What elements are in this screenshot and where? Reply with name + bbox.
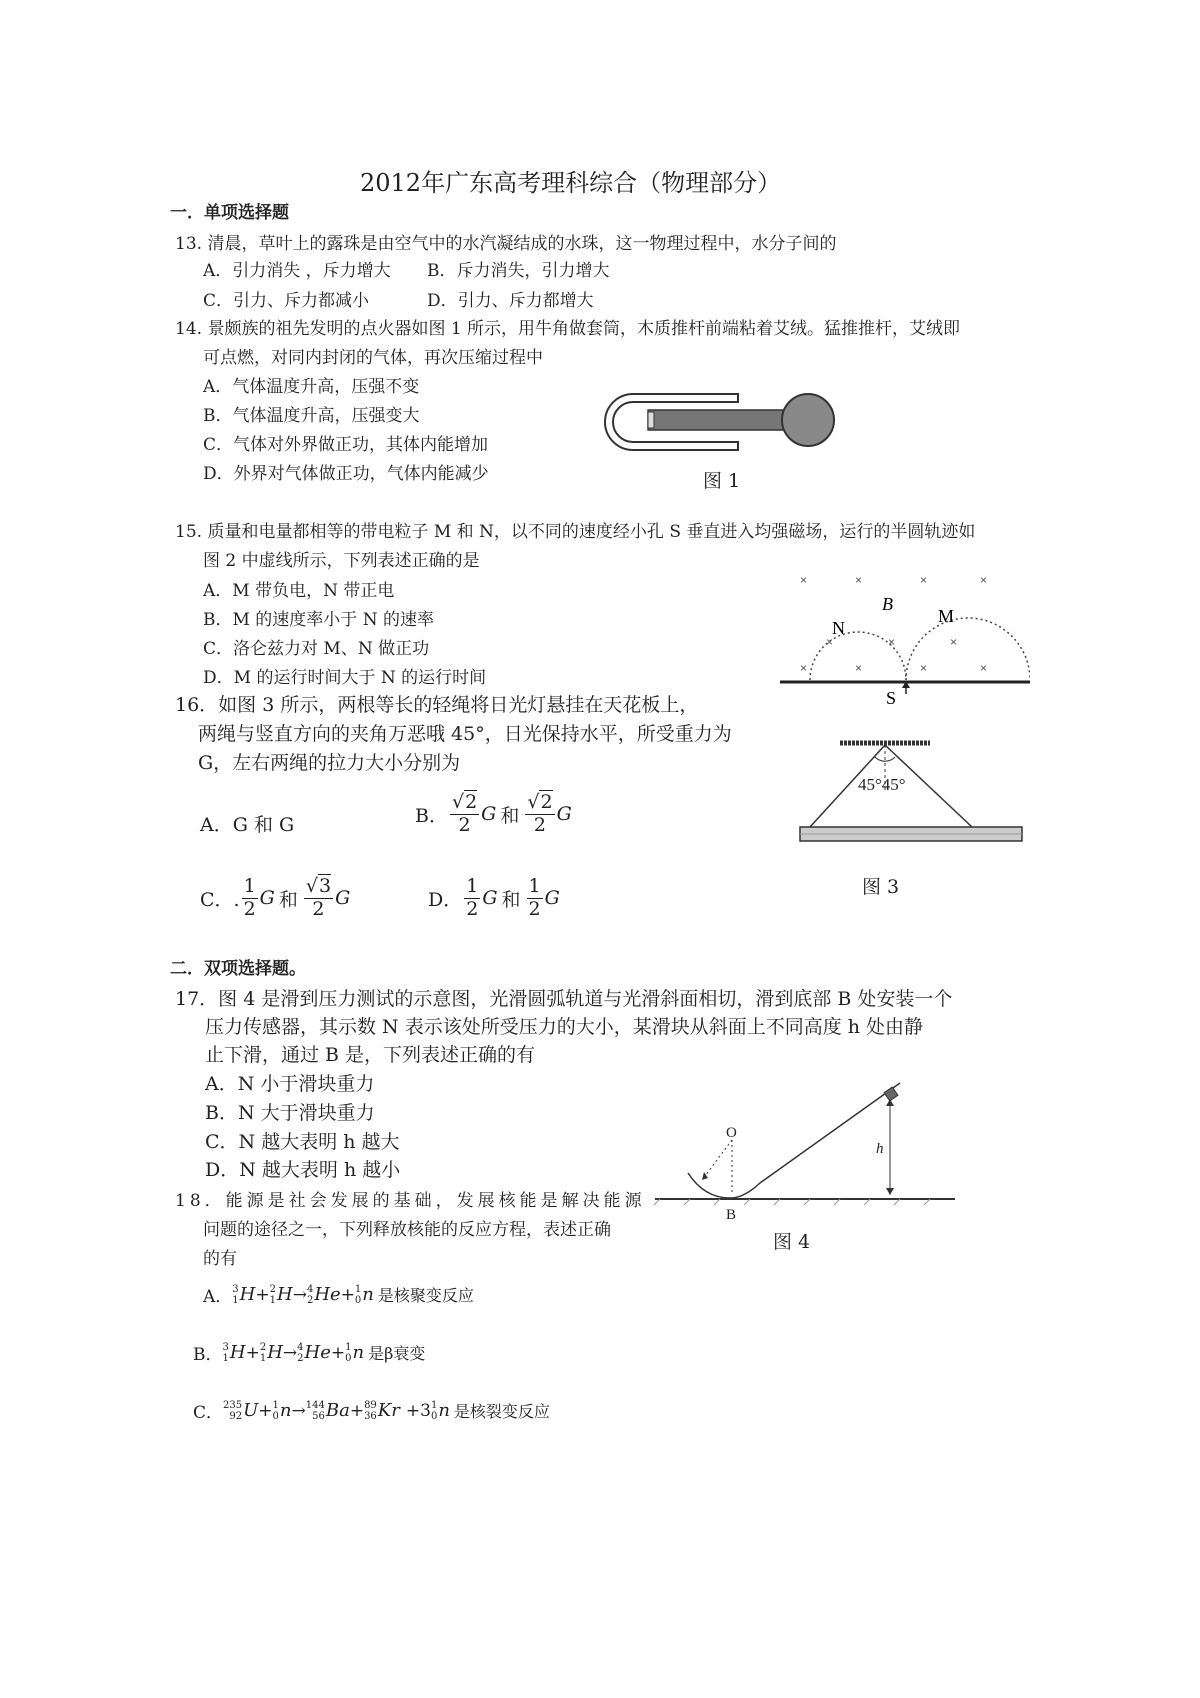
figure-4-caption: 图 4 [773,1231,811,1253]
arrow: → [292,1284,307,1305]
plus-sign: + [340,1284,355,1305]
svg-text:×: × [920,661,928,675]
q16-option-d-fraction-1 [464,876,480,921]
figure-2-label-m: M [938,606,955,626]
section-heading-double-choice: 二．双项选择题。 [170,959,306,979]
q17-stem-line2: 压力传感器，其示数 N 表示该处所受压力的大小，某滑块从斜面上不同高度 h 处由静 [205,1016,924,1038]
q16-option-c-label: C．. [200,888,240,911]
section-heading-single-choice: 一．单项选择题 [170,203,289,223]
figure-3-caption: 图 3 [862,876,900,898]
q18-option-a [203,1282,474,1307]
q17-option-a: A．N 小于滑块重力 [205,1073,375,1095]
q14-stem-line1: 14. 景颇族的祖先发明的点火器如图 1 所示，用牛角做套筒，木质推杆前端粘着艾绒。猛推推杆，艾绒即 [175,319,961,339]
plus-sign: + [255,1284,270,1305]
figure-4-track [650,1075,960,1225]
q16-stem-line2: 两绳与竖直方向的夹角万恶哦 45°，日光保持水平，所受重力为 [198,723,732,745]
figure-2-label-s: S [886,688,897,708]
q17-option-d: D．N 越大表明 h 越小 [205,1159,401,1181]
q14-option-a: A．气体温度升高，压强不变 [203,377,420,397]
q16-option-c [200,876,350,921]
q18-option-a-label: A． [203,1287,233,1307]
nuclide-he4: 4 2 He [306,1283,341,1306]
svg-text:×: × [826,635,834,649]
q14-option-b: B．气体温度升高，压强变大 [203,406,420,426]
q15-option-d: D．M 的运行时间大于 N 的运行时间 [203,668,487,688]
q18-option-b [193,1340,425,1365]
denominator: 2 [243,897,256,920]
g-symbol: G [259,887,275,910]
neutron: 1 0 n [430,1399,450,1422]
figure-2-label-b: B [882,594,893,614]
svg-text:×: × [980,573,988,587]
q16-option-c-fraction-2: $\frac{√3}{2}$ [305,875,332,920]
figure-4-label-h: h [876,1141,884,1157]
q15-option-b: B．M 的速度率小于 N 的速率 [203,610,434,630]
q13-stem: 13. 清晨，草叶上的露珠是由空气中的水汽凝结成的水珠，这一物理过程中，水分子间的 [175,234,837,254]
and-word: 和 [500,804,520,827]
figure-1-fire-piston [598,384,838,464]
svg-text:×: × [888,635,896,649]
q18-option-c-label: C． [193,1403,224,1423]
numerator: 1 [243,875,256,897]
arrow: → [282,1342,298,1363]
q13-option-c: C．引力、斥力都减小 [203,291,370,311]
nuclide-u235: 235 92 U [223,1399,259,1422]
figure-4-label-b: B [726,1207,737,1223]
neutron: 1 0 n [272,1399,292,1422]
q18-option-c [193,1398,550,1423]
plus-sign: + [245,1342,260,1363]
coefficient: 3 [420,1400,431,1421]
q18-option-a-text: 是核聚变反应 [377,1286,474,1305]
nuclide-h2: 2 1 H [259,1341,283,1364]
q13-option-b: B．斥力消失，引力增大 [427,261,610,281]
q18-stem-line1: 18．能源是社会发展的基础，发展核能是解决能源 [175,1191,646,1211]
nuclide-ba144: 144 56 Ba [305,1399,350,1422]
figure-3-hanging-lamp [795,735,1035,855]
svg-text:×: × [920,573,928,587]
q15-option-c: C．洛仑兹力对 M、N 做正功 [203,639,430,659]
denominator: 2 [466,897,479,920]
g-symbol: G [482,887,498,910]
nuclide-h3: 3 1 H [222,1341,246,1364]
plus-sign: + [330,1342,346,1363]
q16-option-c-fraction-1 [242,876,258,921]
figure-4-label-o: O [726,1125,737,1141]
q14-stem-line2: 可点燃，对同内封闭的气体，再次压缩过程中 [203,348,543,368]
q16-option-b-fraction-1: $\frac{√2}{2}$ [451,791,478,836]
q16-stem-line3: G，左右两绳的拉力大小分别为 [198,752,461,774]
numerator: 1 [528,875,541,897]
q16-option-d-fraction-2 [527,876,543,921]
g-symbol: G [335,887,351,910]
q17-option-c: C．N 越大表明 h 越大 [205,1131,400,1153]
and-word: 和 [278,888,298,911]
svg-text:×: × [855,573,863,587]
svg-text:×: × [800,661,808,675]
q16-stem-line1: 16．如图 3 所示，两根等长的轻绳将日光灯悬挂在天花板上， [175,694,699,716]
g-symbol: G [544,887,560,910]
q16-option-a: A．G 和 G [200,814,295,836]
q13-option-d: D．引力、斥力都增大 [427,291,594,311]
q16-option-b-fraction-2: $\frac{√2}{2}$ [527,791,553,836]
denominator: 2 [458,813,471,836]
svg-text:×: × [980,661,988,675]
radicand: 2 [540,791,553,813]
neutron: 1 0 n [345,1341,365,1364]
figure-2-label-n: N [832,618,845,638]
q18-stem-line3: 的有 [203,1249,237,1269]
q18-stem-line2: 问题的途径之一，下列释放核能的反应方程，表述正确 [203,1220,611,1240]
plus-sign: + [405,1400,421,1421]
q16-option-d-label: D． [428,888,463,911]
q18-option-b-label: B． [193,1345,223,1365]
nuclide-kr89: 89 36 Kr [364,1399,400,1422]
nuclide-he4: 4 2 He [297,1341,331,1364]
g-symbol: G [481,803,497,826]
plus-sign: + [258,1400,273,1421]
neutron: 1 0 n [354,1283,374,1306]
radicand: 2 [465,791,478,813]
q16-option-d [428,876,560,921]
q18-option-b-text: 是β衰变 [368,1344,426,1363]
q14-option-d: D．外界对气体做正功，气体内能减少 [203,464,489,484]
figure-2-magnetic-field [780,568,1030,708]
radicand: 3 [318,875,332,897]
denominator: 2 [312,897,325,920]
q17-stem-line1: 17．图 4 是滑到压力测试的示意图，光滑圆弧轨道与光滑斜面相切，滑到底部 B 处安装一个 [175,988,953,1010]
q16-option-b [415,792,572,837]
q15-stem-line2: 图 2 中虚线所示，下列表述正确的是 [203,551,480,571]
denominator: 2 [528,897,541,920]
svg-text:×: × [950,635,958,649]
and-word: 和 [501,888,521,911]
nuclide-h2: 2 1 H [269,1283,293,1306]
denominator: 2 [533,813,547,836]
svg-text:×: × [855,661,863,675]
q15-option-a: A．M 带负电，N 带正电 [203,581,395,601]
q14-option-c: C．气体对外界做正功，其体内能增加 [203,435,489,455]
q17-stem-line3: 止下滑，通过 B 是，下列表述正确的有 [205,1044,536,1066]
arrow: → [291,1400,306,1421]
g-symbol: G [556,803,572,826]
svg-text:×: × [800,573,808,587]
numerator: 1 [466,875,479,897]
plus-sign: + [349,1400,365,1421]
figure-1-caption: 图 1 [703,470,741,492]
page-title: 2012年广东高考理科综合（物理部分） [360,169,782,197]
nuclide-h3: 3 1 H [232,1283,256,1306]
q18-option-c-text: 是核裂变反应 [453,1402,550,1421]
q13-option-a: A．引力消失 ，斥力增大 [203,261,391,281]
q16-option-b-label: B． [415,804,448,827]
q15-stem-line1: 15. 质量和电量都相等的带电粒子 M 和 N，以不同的速度经小孔 S 垂直进入均强磁场，运行的半圆轨迹如 [175,522,976,542]
figure-3-angle-label: 45°45° [858,775,906,794]
q17-option-b: B．N 大于滑块重力 [205,1102,375,1124]
